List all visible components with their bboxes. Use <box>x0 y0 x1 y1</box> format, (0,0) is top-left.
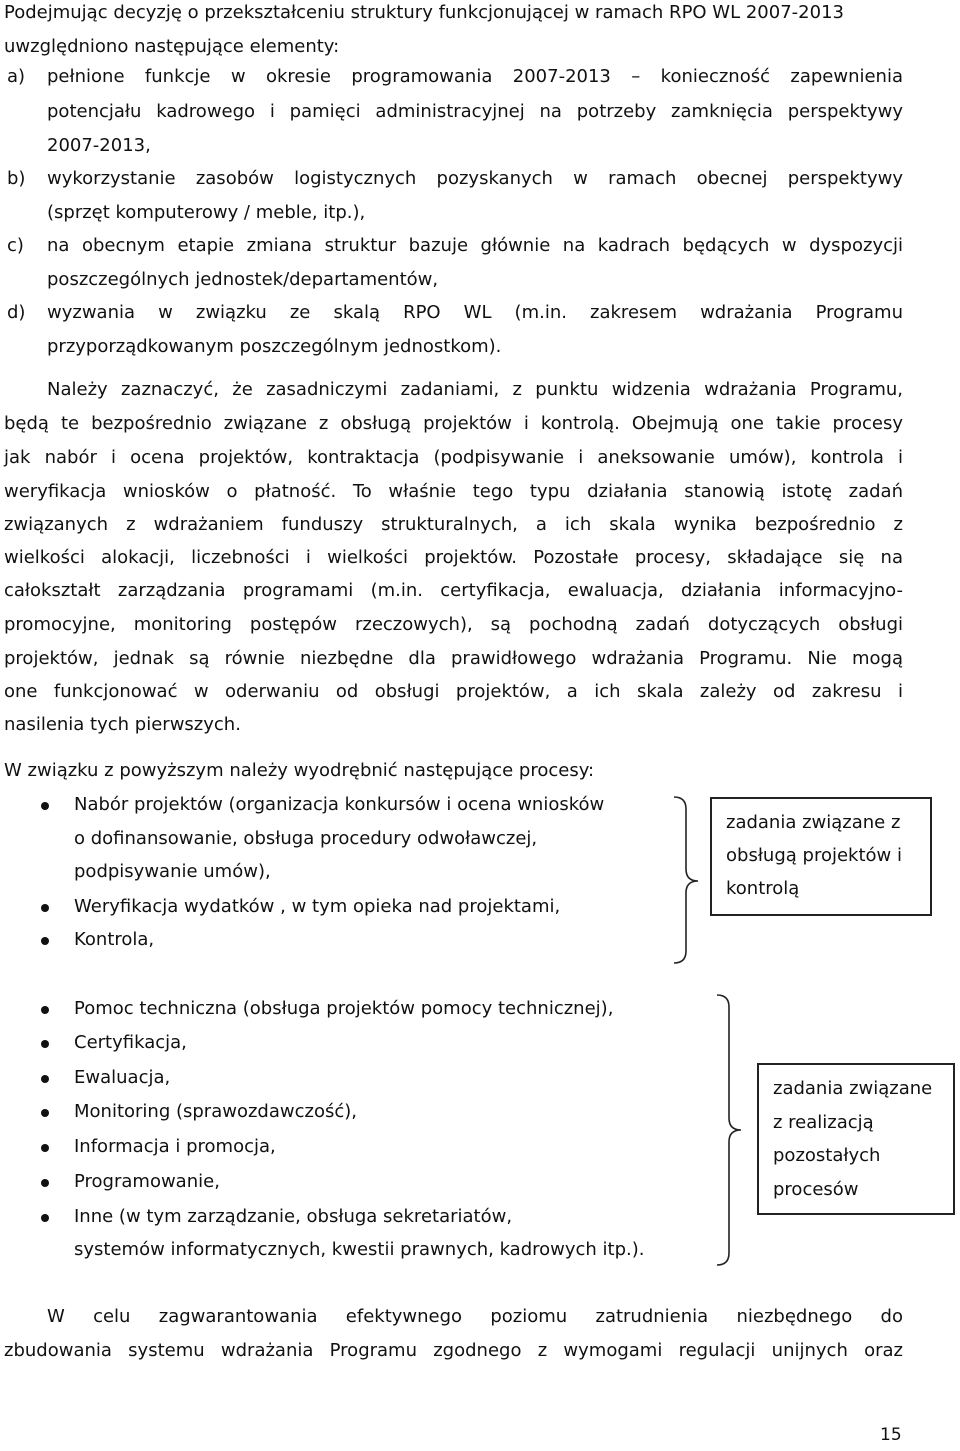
group2-item-6: Programowanie, <box>74 1171 220 1192</box>
paragraph-line: jak nabór i ocena projektów, kontraktacja (podpisywanie i aneksowanie umów), kontrola i <box>4 447 903 468</box>
box-line: zadania związane z <box>726 812 901 833</box>
paragraph-line: nasilenia tych pierwszych. <box>4 714 241 735</box>
closing-line-1: W celu zagwarantowania efektywnego poziomu zatrudnienia niezbędnego do <box>47 1306 903 1327</box>
group1-item-1-line-3: podpisywanie umów), <box>74 861 271 882</box>
bullet-icon <box>41 1040 49 1048</box>
list-item-c-line-1: na obecnym etapie zmiana struktur bazuje głównie na kadrach będących w dyspozycji <box>47 235 903 256</box>
list-item-a-line-2: potencjału kadrowego i pamięci administracyjnej na potrzeby zamknięcia perspektywy <box>47 101 903 122</box>
curly-brace-icon <box>715 993 745 1268</box>
paragraph-line: one funkcjonować w oderwaniu od obsługi projektów, a ich skala zależy od zakresu i <box>4 681 903 702</box>
processes-heading: W związku z powyższym należy wyodrębnić następujące procesy: <box>4 760 595 781</box>
list-label-b: b) <box>7 168 26 189</box>
page-number: 15 <box>880 1425 902 1445</box>
paragraph-line: Należy zaznaczyć, że zasadniczymi zadaniami, z punktu widzenia wdrażania Programu, <box>47 379 903 400</box>
bullet-icon <box>41 1214 49 1222</box>
box-line: procesów <box>773 1179 859 1200</box>
box-line: zadania związane <box>773 1078 933 1099</box>
list-item-b-line-2: (sprzęt komputerowy / meble, itp.), <box>47 202 366 223</box>
bullet-icon <box>41 1179 49 1187</box>
summary-box-other-processes <box>757 1063 955 1215</box>
list-item-b-line-1: wykorzystanie zasobów logistycznych pozyskanych w ramach obecnej perspektywy <box>47 168 903 189</box>
box-line: pozostałych <box>773 1145 881 1166</box>
summary-box-project-tasks <box>710 797 932 916</box>
box-line: kontrolą <box>726 878 800 899</box>
group2-item-2: Certyfikacja, <box>74 1032 187 1053</box>
group2-item-1: Pomoc techniczna (obsługa projektów pomocy technicznej), <box>74 998 614 1019</box>
list-item-d-line-2: przyporządkowanym poszczególnym jednostkom). <box>47 336 502 357</box>
paragraph-line: promocyjne, monitoring postępów rzeczowych), są pochodną zadań dotyczących obsługi <box>4 614 903 635</box>
list-label-d: d) <box>7 302 26 323</box>
curly-brace-icon <box>672 795 702 965</box>
bullet-icon <box>41 904 49 912</box>
list-item-c-line-2: poszczególnych jednostek/departamentów, <box>47 269 439 290</box>
closing-line-2: zbudowania systemu wdrażania Programu zgodnego z wymogami regulacji unijnych oraz <box>4 1340 903 1361</box>
bullet-icon <box>41 937 49 945</box>
group2-item-7-line-1: Inne (w tym zarządzanie, obsługa sekretariatów, <box>74 1206 513 1227</box>
group1-item-2: Weryfikacja wydatków , w tym opieka nad projektami, <box>74 896 561 917</box>
intro-line-2: uwzględniono następujące elementy: <box>4 36 340 57</box>
bullet-icon <box>41 1144 49 1152</box>
group1-item-1-line-1: Nabór projektów (organizacja konkursów i ocena wniosków <box>74 794 605 815</box>
paragraph-line: weryfikacja wniosków o płatność. To właśnie tego typu działania stanowią istotę zadań <box>4 481 903 502</box>
group2-item-7-line-2: systemów informatycznych, kwestii prawnych, kadrowych itp.). <box>74 1239 645 1260</box>
list-label-a: a) <box>7 66 26 87</box>
group1-item-3: Kontrola, <box>74 929 155 950</box>
box-line: z realizacją <box>773 1112 874 1133</box>
intro-line-1: Podejmując decyzję o przekształceniu struktury funkcjonującej w ramach RPO WL 2007-2013 <box>4 2 844 23</box>
list-item-a-line-1: pełnione funkcje w okresie programowania 2007-2013 – konieczność zapewnienia <box>47 66 903 87</box>
paragraph-line: związanych z wdrażaniem funduszy strukturalnych, a ich skala wynika bezpośrednio z <box>4 514 903 535</box>
paragraph-line: będą te bezpośrednio związane z obsługą projektów i kontrolą. Obejmują one takie procesy <box>4 413 903 434</box>
group1-item-1-line-2: o dofinansowanie, obsługa procedury odwoławczej, <box>74 828 538 849</box>
bullet-icon <box>41 1109 49 1117</box>
group2-item-5: Informacja i promocja, <box>74 1136 276 1157</box>
group2-item-3: Ewaluacja, <box>74 1067 171 1088</box>
bullet-icon <box>41 1006 49 1014</box>
box-line: obsługą projektów i <box>726 845 902 866</box>
bullet-icon <box>41 1075 49 1083</box>
paragraph-line: całokształt zarządzania programami (m.in. certyfikacja, ewaluacja, działania informacyjno- <box>4 580 903 601</box>
list-item-d-line-1: wyzwania w związku ze skalą RPO WL (m.in. zakresem wdrażania Programu <box>47 302 903 323</box>
group2-item-4: Monitoring (sprawozdawczość), <box>74 1101 357 1122</box>
list-item-a-line-3: 2007-2013, <box>47 135 151 156</box>
list-label-c: c) <box>7 235 24 256</box>
bullet-icon <box>41 802 49 810</box>
paragraph-line: projektów, jednak są równie niezbędne dla prawidłowego wdrażania Programu. Nie mogą <box>4 648 903 669</box>
paragraph-line: wielkości alokacji, liczebności i wielkości projektów. Pozostałe procesy, składające się na <box>4 547 903 568</box>
